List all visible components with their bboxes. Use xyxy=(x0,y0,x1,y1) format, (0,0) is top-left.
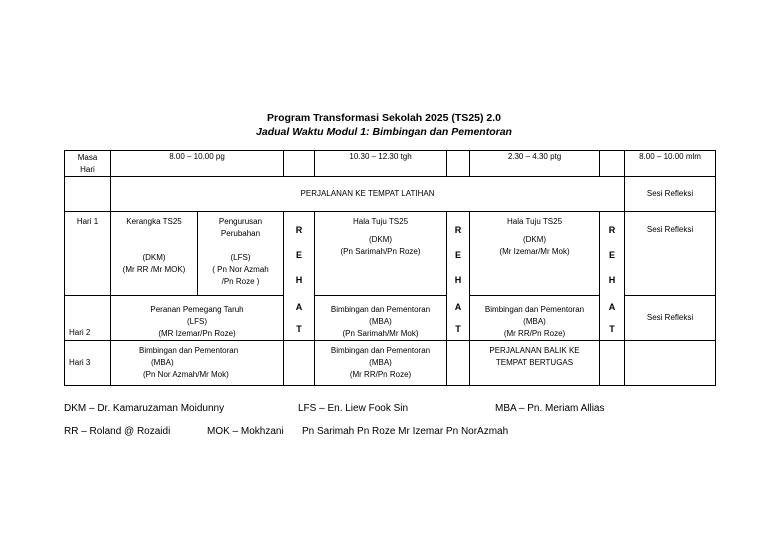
rehat3-e: E xyxy=(609,250,616,260)
day3-a-who: (Pn Nor Azmah/Mr Mok) xyxy=(143,370,229,379)
header-slot1: 8.00 – 10.00 pg xyxy=(111,151,284,177)
day1-b-who1: ( Pn Nor Azmah xyxy=(212,265,269,274)
day3-rehat3 xyxy=(600,341,625,386)
travel-row xyxy=(65,177,716,212)
legend-lfs: LFS – En. Liew Fook Sin xyxy=(298,403,409,414)
day2-c-who: (Pn Sarimah/Mr Mok) xyxy=(342,329,419,338)
day1-b-code: (LFS) xyxy=(230,253,251,262)
rehat1-h: H xyxy=(295,275,303,285)
day1-b-title1: Pengurusan xyxy=(218,217,263,226)
day2-c-title: Bimbingan dan Pementoran xyxy=(330,305,431,314)
rehat2-h: H xyxy=(454,275,462,285)
day1-session-d xyxy=(470,212,600,296)
day3-session-c xyxy=(315,341,447,386)
day2-d-code: (MBA) xyxy=(523,317,546,326)
day3-c-who: (Mr RR/Pn Roze) xyxy=(349,370,412,379)
day1-session-a xyxy=(111,212,198,296)
legend-others: Pn Sarimah Pn Roze Mr Izemar Pn NorAzmah xyxy=(302,426,509,437)
day1-refleksi: Sesi Refleksi xyxy=(625,212,716,296)
day3-a-title: Bimbingan dan Pementoran xyxy=(139,346,239,355)
legend-dkm: DKM – Dr. Kamaruzaman Moidunny xyxy=(64,403,225,414)
rehat1-a: A xyxy=(295,301,303,312)
day2-row xyxy=(65,296,716,341)
legend-mok: MOK – Mokhzani xyxy=(207,426,284,437)
day2-session-d xyxy=(470,296,600,341)
day3-row xyxy=(65,341,716,386)
rehat3-t: T xyxy=(609,323,615,334)
day1-label: Hari 1 xyxy=(65,212,111,296)
header-slot3: 2.30 – 4.30 ptg xyxy=(470,151,600,177)
day3-d-title2: TEMPAT BERTUGAS xyxy=(495,358,574,367)
day2-a-code: (LFS) xyxy=(187,317,207,326)
day3-d-title1: PERJALANAN BALIK KE xyxy=(489,346,580,355)
rehat2-a: A xyxy=(454,301,462,312)
day2-c-code: (MBA) xyxy=(369,317,392,326)
rehat1-r: R xyxy=(295,225,303,235)
day3-label: Hari 3 xyxy=(65,341,111,386)
day2-session-c xyxy=(315,296,447,341)
day1-d-code: (DKM) xyxy=(522,235,547,244)
day2-label: Hari 2 xyxy=(65,296,111,341)
header-rehat2 xyxy=(447,151,470,177)
legend-rr: RR – Roland @ Rozaidi xyxy=(64,426,171,437)
header-slot4: 8.00 – 10.00 mlm xyxy=(625,151,716,177)
day3-session-d xyxy=(470,341,600,386)
day3-c-code: (MBA) xyxy=(369,358,392,367)
timetable xyxy=(64,150,716,386)
rehat3-top xyxy=(600,212,625,296)
day2-d-who: (Mr RR/Pn Roze) xyxy=(503,329,566,338)
travel-cell: PERJALANAN KE TEMPAT LATIHAN xyxy=(111,177,625,212)
rehat1-top xyxy=(284,212,315,296)
header-hari: Hari xyxy=(80,165,95,174)
header-rehat1 xyxy=(284,151,315,177)
day1-c-code: (DKM) xyxy=(368,235,393,244)
day2-refleksi: Sesi Refleksi xyxy=(625,296,716,341)
day2-a-title: Peranan Pemegang Taruh xyxy=(150,305,244,314)
document-title: Program Transformasi Sekolah 2025 (TS25) 2.0 xyxy=(266,112,502,124)
day2-session-a xyxy=(111,296,284,341)
rehat2-top xyxy=(447,212,470,296)
rehat1-e: E xyxy=(296,250,303,260)
day1-row xyxy=(65,212,716,296)
rehat1-t: T xyxy=(296,323,302,334)
day2-d-title: Bimbingan dan Pementoran xyxy=(484,305,585,314)
day1-d-who: (Mr Izemar/Mr Mok) xyxy=(499,247,570,256)
header-slot2: 10.30 – 12.30 tgh xyxy=(315,151,447,177)
day1-c-title: Hala Tuju TS25 xyxy=(353,217,409,226)
rehat3-h: H xyxy=(608,275,616,285)
day3-rehat1 xyxy=(284,341,315,386)
rehat2-e: E xyxy=(455,250,462,260)
day1-a-who: (Mr RR /Mr MOK) xyxy=(122,265,186,274)
rehat2-bottom xyxy=(447,296,470,341)
rehat3-a: A xyxy=(608,301,616,312)
day1-a-title: Kerangka TS25 xyxy=(126,217,182,226)
day1-b-title2: Perubahan xyxy=(220,229,261,238)
rehat2-r: R xyxy=(454,225,462,235)
travel-day-cell xyxy=(65,177,111,212)
document-subtitle: Jadual Waktu Modul 1: Bimbingan dan Pementoran xyxy=(256,126,512,138)
rehat2-t: T xyxy=(455,323,461,334)
day1-a-code: (DKM) xyxy=(142,253,166,262)
day3-a-code: (MBA) xyxy=(151,358,174,367)
rehat3-r: R xyxy=(608,225,616,235)
legend-mba: MBA – Pn. Meriam Allias xyxy=(495,403,605,414)
day1-session-b xyxy=(198,212,284,296)
day3-refleksi-empty xyxy=(625,341,716,386)
header-rehat3 xyxy=(600,151,625,177)
day1-c-who: (Pn Sarimah/Pn Roze) xyxy=(340,247,421,256)
day1-session-c xyxy=(315,212,447,296)
day3-session-a xyxy=(111,341,284,386)
day3-rehat2 xyxy=(447,341,470,386)
day1-d-title: Hala Tuju TS25 xyxy=(507,217,563,226)
day3-c-title: Bimbingan dan Pementoran xyxy=(330,346,431,355)
header-masa: Masa xyxy=(77,153,98,162)
travel-refleksi: Sesi Refleksi xyxy=(625,177,716,212)
day1-b-who2: /Pn Roze ) xyxy=(221,277,260,286)
rehat1-bottom xyxy=(284,296,315,341)
header-row xyxy=(65,151,716,177)
day2-a-who: (MR Izemar/Pn Roze) xyxy=(158,329,236,338)
header-masa-hari xyxy=(65,151,111,177)
rehat3-bottom xyxy=(600,296,625,341)
